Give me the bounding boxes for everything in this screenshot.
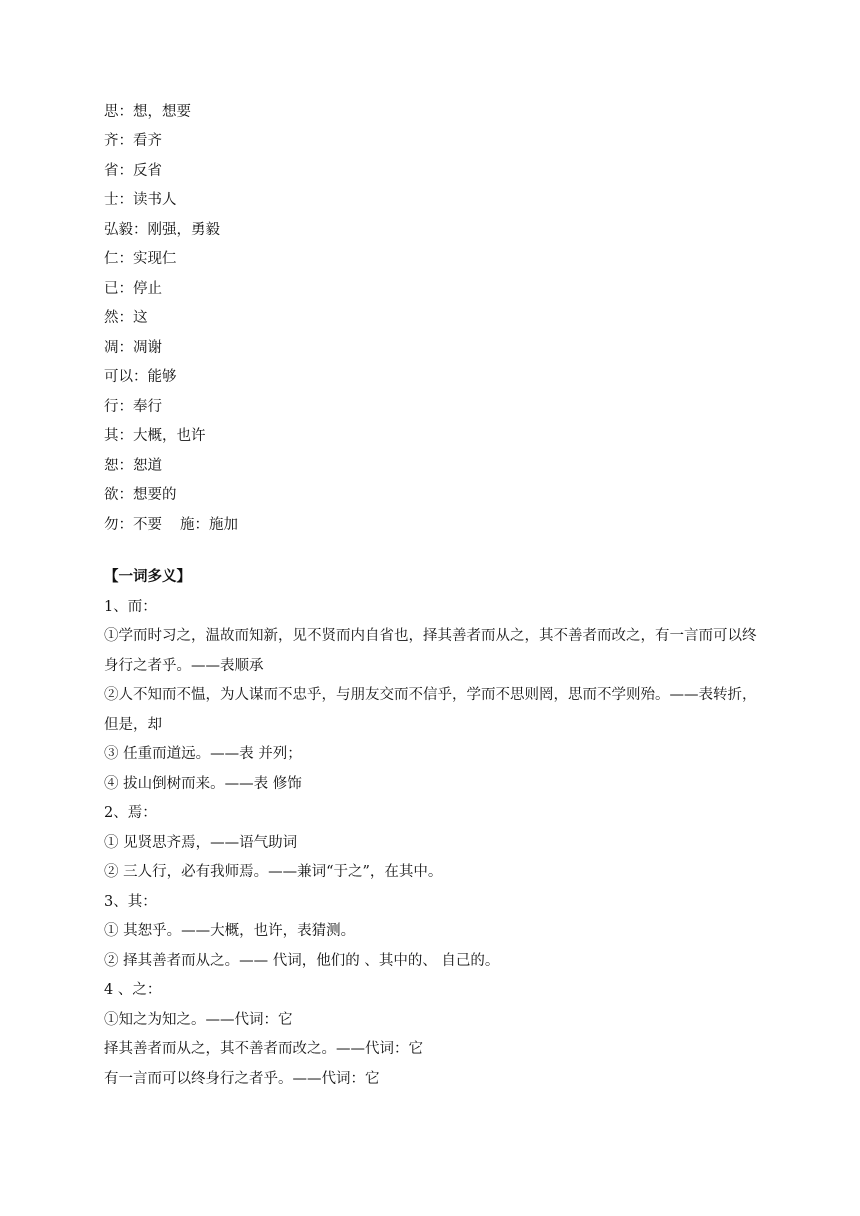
er-example-3: ③ 任重而道远。——表 并列； (104, 746, 302, 762)
zhi-example-1: ①知之为知之。——代词：它 (104, 1012, 293, 1028)
section-title: 【一词多义】 (104, 569, 191, 585)
qi-example-1: ① 其恕乎。——大概，也许，表猜测。 (104, 923, 356, 939)
er-example-2-line-2: 但是，却 (104, 717, 162, 733)
qi-example-2: ② 择其善者而从之。—— 代词，他们的 、其中的、 自己的。 (104, 953, 500, 969)
er-example-1-line-2: 身行之者乎。——表顺承 (104, 658, 264, 674)
zhi-title: 4 、之： (104, 982, 162, 998)
er-example-4: ④ 拔山倒树而来。——表 修饰 (104, 776, 302, 792)
glossary-item-shi-apply: 施：施加 (180, 517, 238, 533)
yan-example-2: ② 三人行，必有我师焉。——兼词“于之”，在其中。 (104, 864, 443, 880)
er-title: 1、而： (104, 599, 157, 615)
glossary-item-keyi: 可以：能够 (104, 369, 177, 385)
zhi-example-3: 有一言而可以终身行之者乎。——代词：它 (104, 1071, 380, 1087)
glossary-item-diao: 凋：凋谢 (104, 340, 162, 356)
glossary-item-shi: 士：读书人 (104, 192, 177, 208)
qi-title: 3、其： (104, 894, 157, 910)
glossary-item-yi: 已：停止 (104, 281, 162, 297)
glossary-item-wu-shi (104, 515, 238, 535)
glossary-item-shu: 恕：恕道 (104, 458, 162, 474)
glossary-item-qi-align: 齐：看齐 (104, 133, 162, 149)
glossary-item-ran: 然：这 (104, 310, 148, 326)
glossary-item-hongyi: 弘毅：刚强，勇毅 (104, 222, 220, 238)
yan-title: 2、焉： (104, 805, 157, 821)
er-example-1-line-1: ①学而时习之，温故而知新，见不贤而内自省也，择其善者而从之，其不善者而改之，有一言而可以终 (104, 628, 757, 644)
glossary-item-xing-practice: 行：奉行 (104, 399, 162, 415)
glossary-item-qi-perhaps: 其：大概，也许 (104, 428, 206, 444)
glossary-item-yu: 欲：想要的 (104, 487, 177, 503)
er-example-2-line-1: ②人不知而不愠，为人谋而不忠乎，与朋友交而不信乎，学而不思则罔，思而不学则殆。——表转折， (104, 687, 757, 703)
zhi-example-2: 择其善者而从之，其不善者而改之。——代词：它 (104, 1041, 423, 1057)
glossary-item-wu: 勿：不要 (104, 517, 162, 533)
yan-example-1: ① 见贤思齐焉，——语气助词 (104, 835, 298, 851)
glossary-item-si: 思：想，想要 (104, 104, 191, 120)
glossary-item-xing: 省：反省 (104, 163, 162, 179)
glossary-item-ren: 仁：实现仁 (104, 251, 177, 267)
